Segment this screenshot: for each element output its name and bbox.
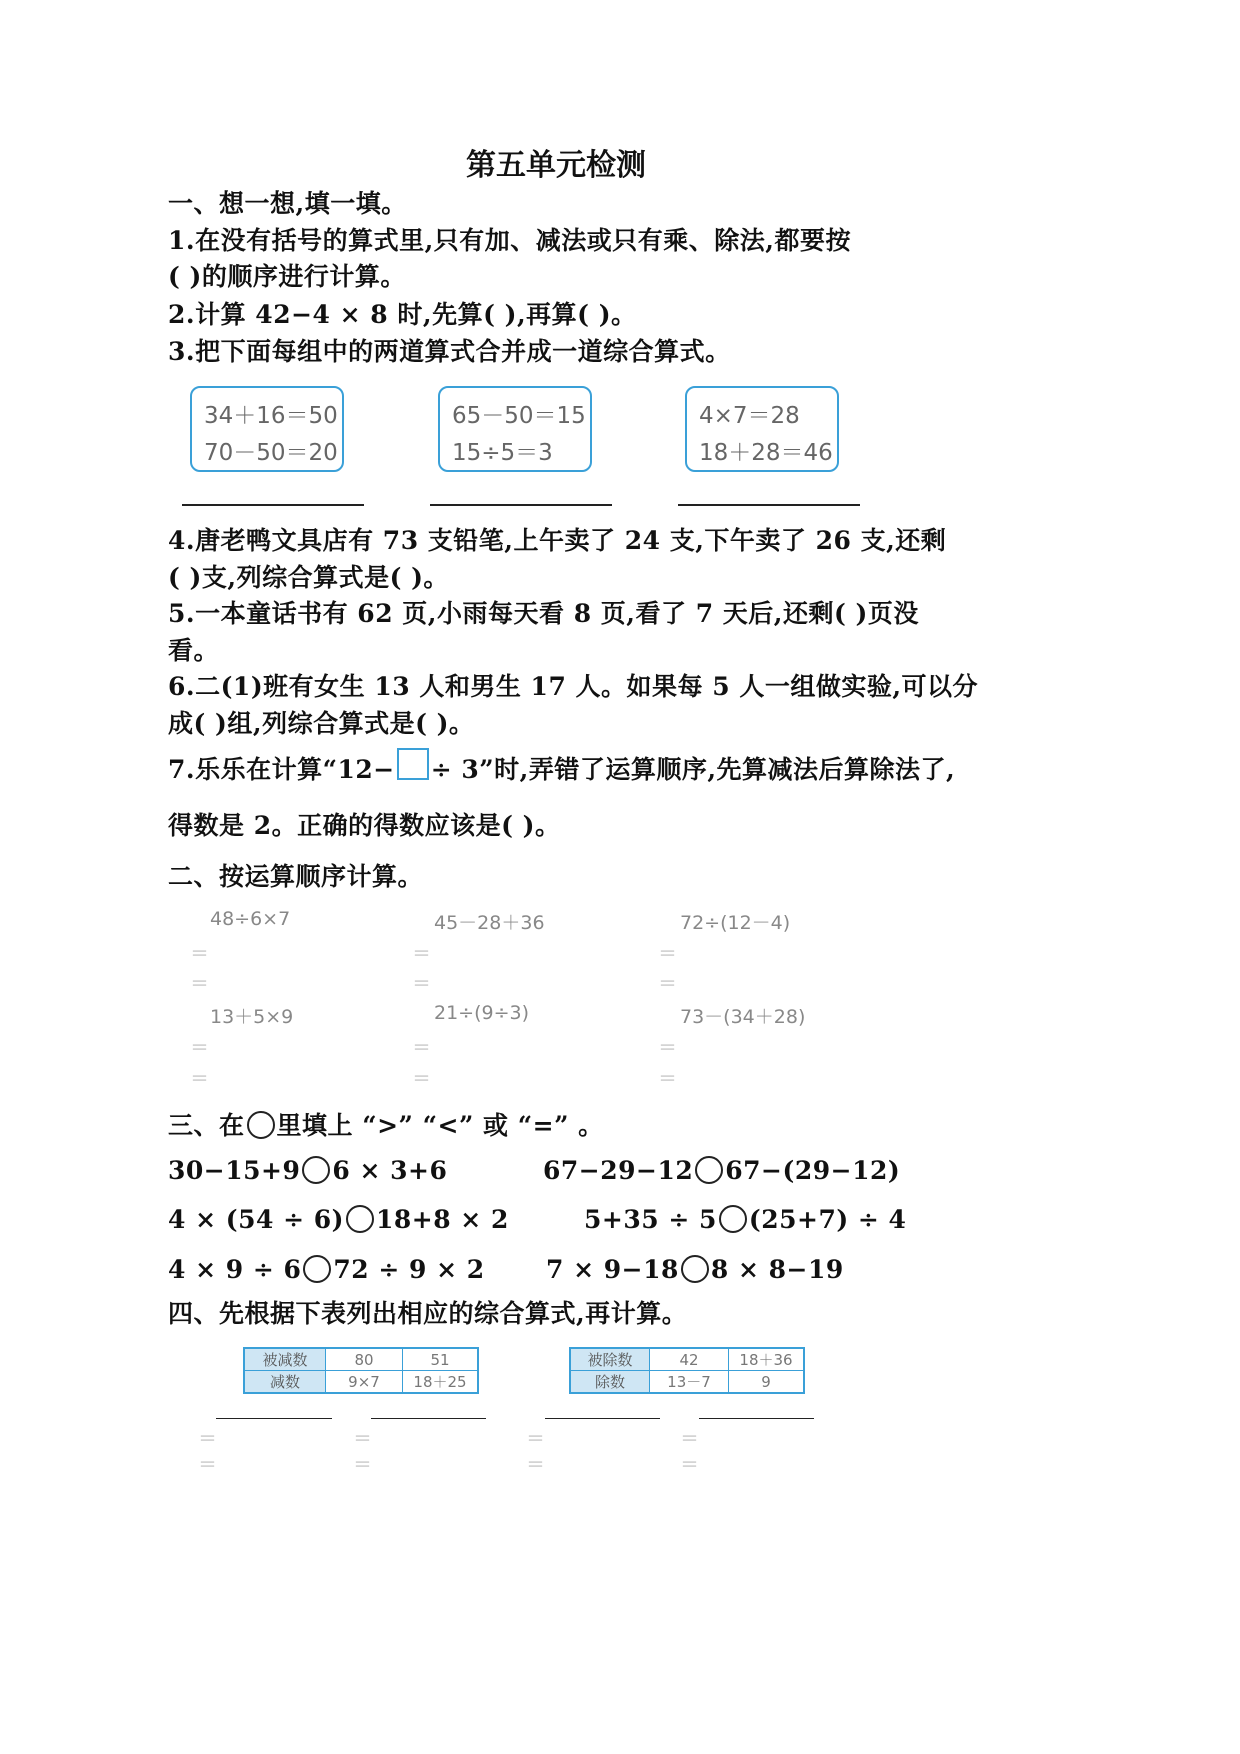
equals-sign: ＝ [658,1037,678,1059]
q6-line2: 成( )组,列综合算式是( )。 [168,709,475,738]
q3: 3.把下面每组中的两道算式合并成一道综合算式。 [168,337,731,366]
compare-row-3-right [546,1255,844,1286]
answer-line-4[interactable] [216,1418,332,1419]
box3-line1: 4×7＝28 [699,403,800,429]
compare-right-expr: (25+7) ÷ 4 [748,1205,907,1234]
expr-5: 21÷(9÷3) [434,1002,530,1024]
expr-1: 48÷6×7 [210,908,291,930]
compare-left-expr: 4 × (54 ÷ 6) [168,1205,344,1234]
answer-line-5[interactable] [371,1418,486,1419]
compare-circle[interactable] [681,1255,709,1283]
table-cell: 80 [326,1348,403,1371]
compare-row-1-right [543,1156,900,1187]
equals-sign: ＝ [526,1428,546,1450]
expr-3: 72÷(12－4) [680,912,791,934]
expr-4: 13＋5×9 [210,1006,294,1028]
table-cell: 18＋25 [403,1371,479,1394]
compare-row-2-left [168,1205,509,1236]
equals-sign: ＝ [412,973,432,995]
compare-circle[interactable] [303,1255,331,1283]
q1-line2: ( )的顺序进行计算。 [168,262,406,291]
compare-circle[interactable] [346,1205,374,1233]
equation-box-2 [438,386,592,472]
q5-line1: 5.一本童话书有 62 页,小雨每天看 8 页,看了 7 天后,还剩( )页没 [168,599,919,628]
section4-heading: 四、先根据下表列出相应的综合算式,再计算。 [168,1299,688,1328]
q7-post: ÷ 3”时,弄错了运算顺序,先算减法后算除法了, [430,755,956,784]
blank-square-box[interactable] [397,748,429,780]
expr-2: 45－28＋36 [434,912,545,934]
equals-sign: ＝ [353,1428,373,1450]
compare-circle[interactable] [302,1156,330,1184]
q1-line1: 1.在没有括号的算式里,只有加、减法或只有乘、除法,都要按 [168,226,852,255]
equals-sign: ＝ [680,1428,700,1450]
q4-line1: 4.唐老鸭文具店有 73 支铅笔,上午卖了 24 支,下午卖了 26 支,还剩 [168,526,947,555]
table-cell: 18＋36 [729,1348,805,1371]
section2-heading: 二、按运算顺序计算。 [168,862,424,891]
equals-sign: ＝ [412,943,432,965]
page-title: 第五单元检测 [466,148,646,183]
compare-left-expr: 5+35 ÷ 5 [584,1205,717,1234]
table-cell: 9×7 [326,1371,403,1394]
box1-line1: 34＋16＝50 [204,403,338,429]
box1-line2: 70－50＝20 [204,440,338,466]
expr-6: 73－(34＋28) [680,1006,806,1028]
equation-box-3 [685,386,839,472]
equation-box-1 [190,386,344,472]
compare-right-expr: 18+8 × 2 [375,1205,509,1234]
table-cell-header: 除数 [570,1371,650,1394]
table-cell-header: 被除数 [570,1348,650,1371]
compare-left-expr: 7 × 9−18 [546,1255,679,1284]
equals-sign: ＝ [190,1037,210,1059]
compare-right-expr: 72 ÷ 9 × 2 [333,1255,485,1284]
answer-line-6[interactable] [545,1418,660,1419]
equals-sign: ＝ [412,1037,432,1059]
compare-left-expr: 67−29−12 [543,1156,694,1185]
equals-sign: ＝ [412,1068,432,1090]
compare-circle[interactable] [719,1205,747,1233]
table-cell: 13－7 [650,1371,729,1394]
equals-sign: ＝ [190,1068,210,1090]
equals-sign: ＝ [198,1454,218,1476]
table-cell-header: 减数 [244,1371,326,1394]
equals-sign: ＝ [526,1454,546,1476]
compare-row-3-left [168,1255,485,1286]
section1-heading: 一、想一想,填一填。 [168,189,407,218]
q5-line2: 看。 [168,636,220,665]
answer-line-3[interactable] [678,504,860,506]
compare-left-expr: 4 × 9 ÷ 6 [168,1255,302,1284]
section3-heading-post: 里填上 “>” “<” 或 “=” 。 [276,1111,604,1140]
answer-line-2[interactable] [430,504,612,506]
compare-right-expr: 6 × 3+6 [332,1156,448,1185]
compare-row-1-left [168,1156,447,1187]
equals-sign: ＝ [658,1068,678,1090]
equals-sign: ＝ [658,973,678,995]
equals-sign: ＝ [680,1454,700,1476]
answer-line-1[interactable] [182,504,364,506]
q6-line1: 6.二(1)班有女生 13 人和男生 17 人。如果每 5 人一组做实验,可以分 [168,672,979,701]
compare-circle[interactable] [695,1156,723,1184]
box3-line2: 18＋28＝46 [699,440,833,466]
equals-sign: ＝ [198,1428,218,1450]
q7-pre: 7.乐乐在计算“12− [168,755,395,784]
equals-sign: ＝ [353,1454,373,1476]
table-cell: 42 [650,1348,729,1371]
equals-sign: ＝ [658,943,678,965]
q7-line1 [168,750,955,788]
q4-line2: ( )支,列综合算式是( )。 [168,563,449,592]
q7-line2: 得数是 2。正确的得数应该是( )。 [168,811,561,840]
compare-row-2-right [584,1205,906,1236]
q2: 2.计算 42−4 × 8 时,先算( ),再算( )。 [168,300,637,329]
equals-sign: ＝ [190,943,210,965]
compare-left-expr: 30−15+9 [168,1156,301,1185]
section3-heading [168,1106,604,1142]
section3-heading-pre: 三、在 [168,1111,245,1140]
subtraction-table [243,1347,479,1394]
table-cell: 51 [403,1348,479,1371]
compare-right-expr: 8 × 8−19 [710,1255,844,1284]
table-cell-header: 被减数 [244,1348,326,1371]
compare-right-expr: 67−(29−12) [725,1156,901,1185]
box2-line2: 15÷5＝3 [452,440,553,466]
circle-icon [247,1111,275,1139]
table-cell: 9 [729,1371,805,1394]
answer-line-7[interactable] [699,1418,814,1419]
box2-line1: 65－50＝15 [452,403,586,429]
division-table [569,1347,805,1394]
equals-sign: ＝ [190,973,210,995]
